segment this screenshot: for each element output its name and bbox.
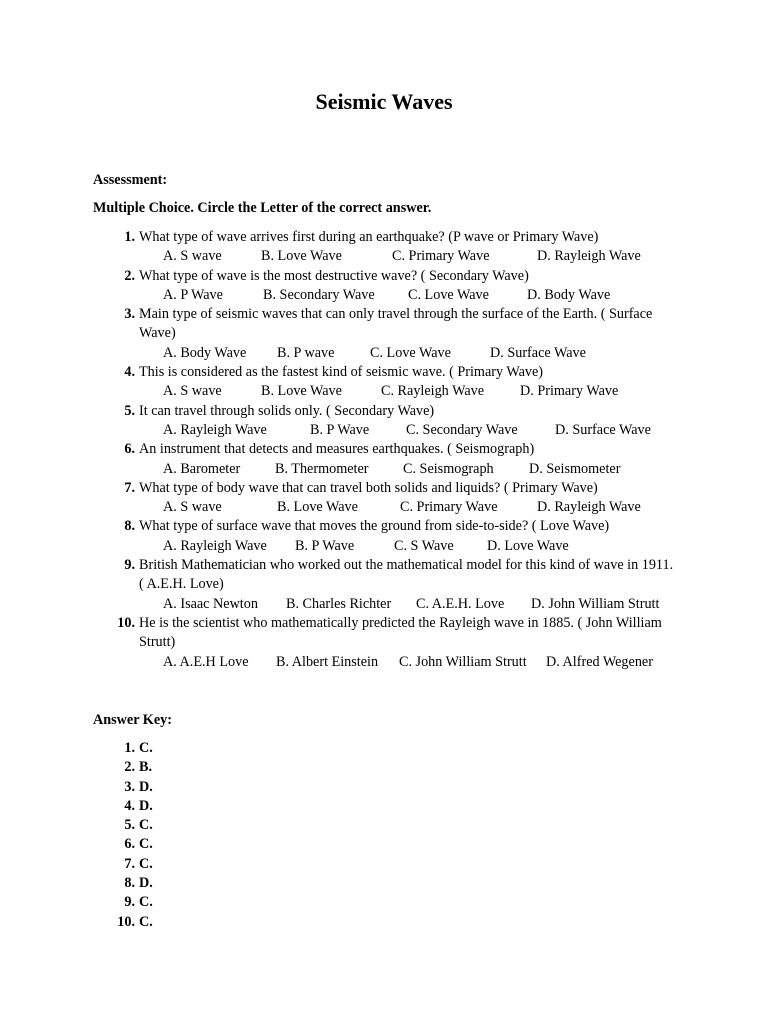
option-a: A. S wave [163,383,222,400]
option-b: B. Albert Einstein [276,653,379,670]
answer-number: 2. [124,759,135,776]
question-text: What type of wave is the most destructive wave? ( Secondary Wave) [139,267,529,284]
question-text: It can travel through solids only. ( Secondary Wave) [139,402,435,419]
question-item [93,440,693,479]
answer-value: D. [139,778,153,795]
option-b: B. Love Wave [261,383,342,400]
option-d: D. Surface Wave [490,344,586,361]
question-number: 2. [124,267,135,284]
answer-number: 3. [124,778,135,795]
question-number: 4. [124,364,135,381]
assessment-heading: Assessment: [93,172,168,188]
question-number: 9. [124,557,135,574]
option-b: B. P Wave [310,421,370,438]
answer-number: 6. [124,836,135,853]
option-c: C. Primary Wave [392,248,490,265]
question-item [93,402,693,441]
option-a: A. Barometer [163,460,241,477]
question-text: Main type of seismic waves that can only travel through the surface of the Earth. ( Surface Wave) [139,306,653,342]
option-c: C. Primary Wave [400,499,498,516]
option-row [163,653,693,672]
option-b: B. Secondary Wave [263,286,375,303]
option-a: A. S wave [163,499,222,516]
question-text: What type of surface wave that moves the ground from side-to-side? ( Love Wave) [139,518,610,535]
answer-value: C. [139,817,153,834]
option-a: A. Rayleigh Wave [163,537,267,554]
option-b: B. Charles Richter [286,595,392,612]
question-item [93,556,693,614]
option-row [163,286,693,305]
answer-value: C. [139,855,153,872]
question-number: 1. [124,229,135,245]
answer-value: C. [139,836,153,853]
answer-number: 1. [124,740,135,756]
question-text: An instrument that detects and measures earthquakes. ( Seismograph) [139,441,535,458]
option-a: A. A.E.H Love [163,653,249,670]
question-item [93,305,693,363]
option-a: A. Body Wave [163,344,247,361]
question-item [93,479,693,518]
option-row [163,247,693,266]
option-d: D. Seismometer [529,460,621,477]
option-d: D. Love Wave [487,537,569,554]
question-number: 3. [124,306,135,323]
page-title: Seismic Waves [315,89,453,114]
option-c: C. Secondary Wave [406,421,518,438]
question-item [93,363,693,402]
question-text: He is the scientist who mathematically predicted the Rayleigh wave in 1885. ( John William Strutt) [139,614,662,651]
question-text: What type of wave arrives first during an earthquake? (P wave or Primary Wave) [139,229,599,245]
option-a: A. Isaac Newton [163,595,258,612]
option-d: D. Rayleigh Wave [537,499,641,516]
answer-number: 5. [124,817,135,834]
option-c: C. A.E.H. Love [416,595,505,612]
option-row [163,460,693,479]
option-d: D. Alfred Wegener [546,653,653,670]
option-b: B. P Wave [295,537,355,554]
option-b: B. P wave [277,344,335,361]
answer-number: 4. [124,797,135,814]
option-d: D. Rayleigh Wave [537,248,641,265]
answer-number: 7. [124,855,135,872]
option-c: C. Rayleigh Wave [381,383,485,400]
option-row [163,421,693,440]
answer-value: B. [139,759,153,776]
question-text: British Mathematician who worked out the mathematical model for this kind of wave in 1911. ( A.E.H. Love) [139,557,674,593]
question-number: 7. [124,479,135,496]
option-row [163,344,693,363]
question-number: 5. [124,402,135,419]
option-d: D. John William Strutt [531,595,660,612]
question-list [93,228,693,672]
instructions-heading: Multiple Choice. Circle the Letter of the correct answer. [93,200,432,216]
question-number: 6. [124,441,135,458]
option-c: C. S Wave [394,537,454,554]
answer-number: 9. [124,894,135,911]
answer-value: C. [139,740,153,756]
option-d: D. Primary Wave [520,383,619,400]
question-item [93,614,693,672]
answer-key-heading: Answer Key: [93,712,172,728]
option-d: D. Surface Wave [555,421,651,438]
option-d: D. Body Wave [527,286,611,303]
question-number: 8. [124,518,135,535]
option-b: B. Love Wave [261,248,342,265]
question-text: This is considered as the fastest kind of seismic wave. ( Primary Wave) [139,364,544,381]
option-b: B. Thermometer [275,460,369,477]
option-a: A. Rayleigh Wave [163,421,267,438]
answer-value: D. [139,797,153,814]
answer-number: 8. [124,875,135,892]
answer-value: C. [139,894,153,911]
answer-number: 10. [117,913,135,930]
question-item [93,228,693,267]
answer-value: D. [139,875,153,892]
option-a: A. P Wave [163,286,223,303]
option-row [163,498,693,517]
option-c: C. John William Strutt [399,653,527,670]
option-c: C. Seismograph [403,460,494,477]
option-b: B. Love Wave [277,499,358,516]
question-item [93,267,693,306]
option-c: C. Love Wave [408,286,489,303]
answer-value: C. [139,913,153,930]
question-text: What type of body wave that can travel both solids and liquids? ( Primary Wave) [139,479,598,496]
question-number: 10. [117,614,135,631]
option-row [163,382,693,401]
option-a: A. S wave [163,248,222,265]
question-item [93,517,693,556]
option-row [163,537,693,556]
option-c: C. Love Wave [370,344,451,361]
option-row [163,595,693,614]
